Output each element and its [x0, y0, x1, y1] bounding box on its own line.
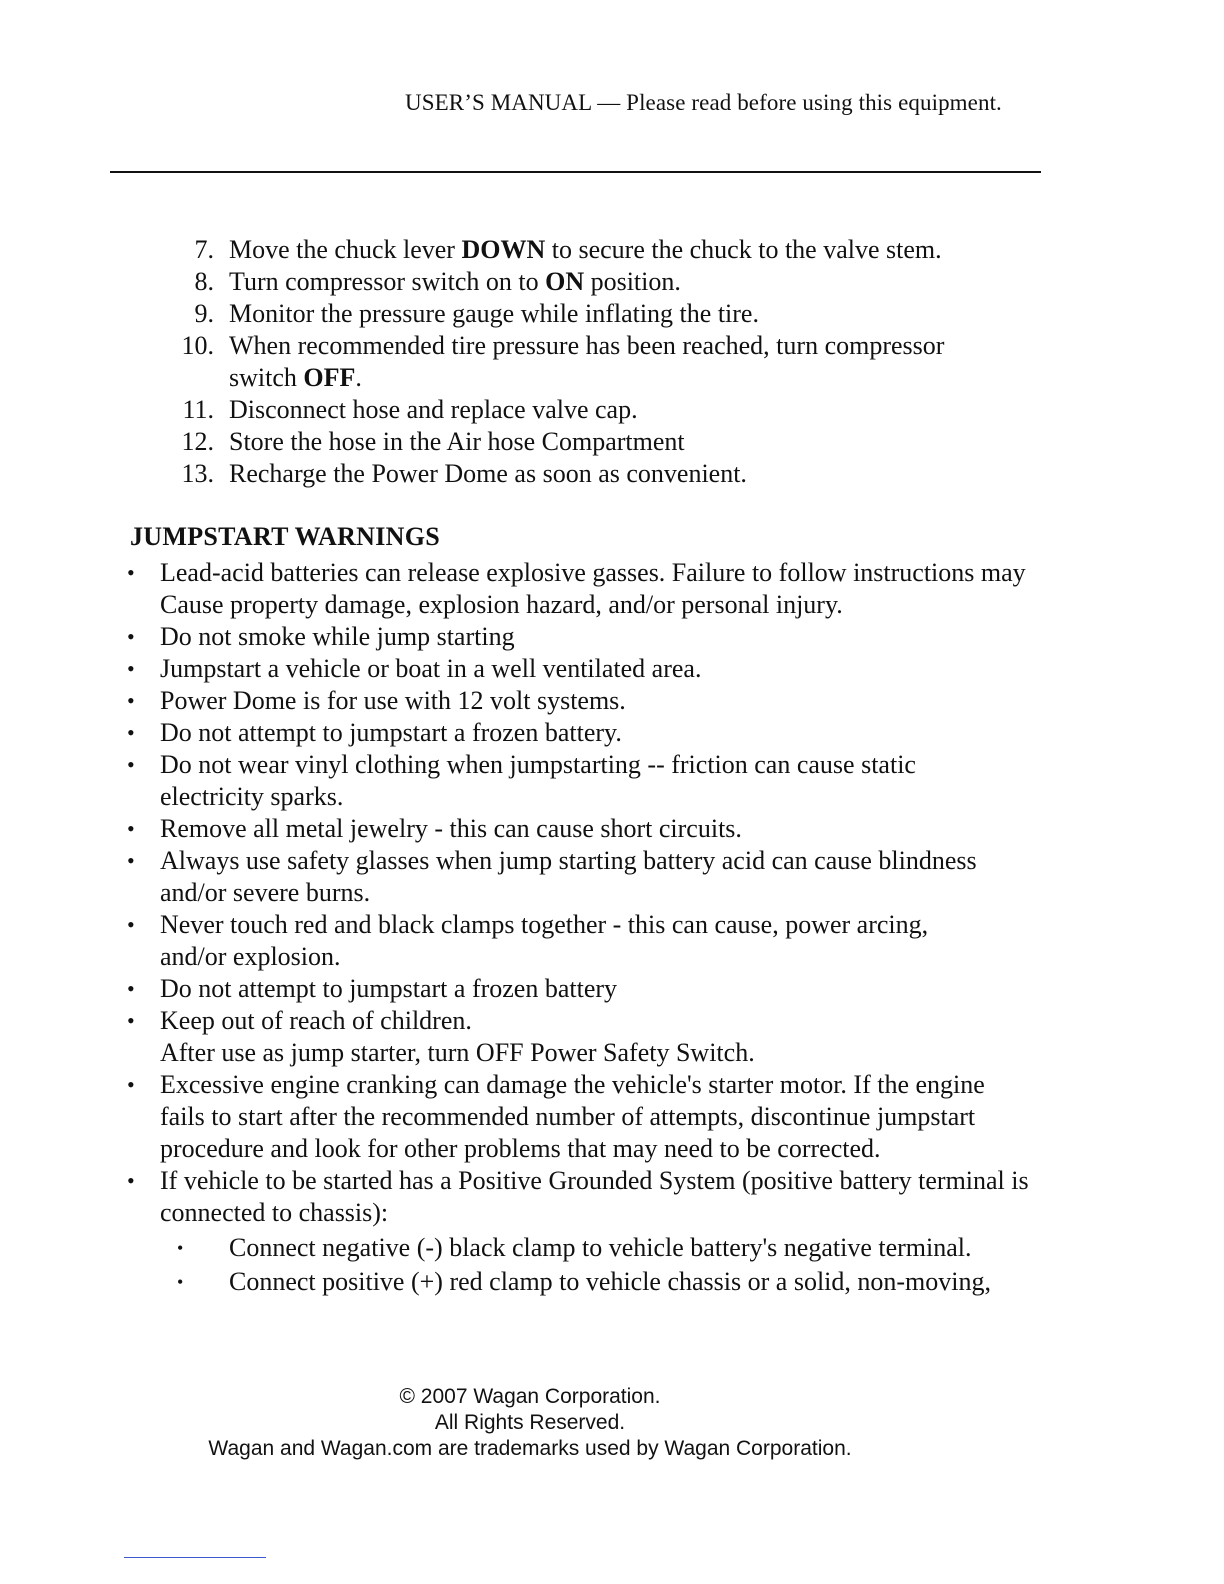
warning-item: [0, 621, 1224, 653]
warning-item: [0, 1165, 1224, 1229]
warning-text: If vehicle to be started has a Positive Grounded System (positive battery terminal is connected to chassis):: [160, 1166, 1029, 1227]
step-text: Recharge the Power Dome as soon as convenient.: [229, 459, 747, 488]
bullet-icon: •: [127, 912, 135, 937]
step-text: Store the hose in the Air hose Compartment: [229, 427, 685, 456]
step-text: Disconnect hose and replace valve cap.: [229, 395, 638, 424]
bullet-icon: •: [127, 688, 135, 713]
step-item: [0, 426, 1224, 458]
rights-line: All Rights Reserved.: [434, 1411, 626, 1434]
step-item: [0, 298, 1224, 330]
step-number: 9.: [194, 299, 214, 328]
trademark-line: Wagan and Wagan.com are trademarks used by Wagan Corporation.: [208, 1437, 852, 1460]
step-emphasis: OFF: [303, 363, 356, 392]
step-number: 12.: [181, 427, 214, 456]
step-number: 10.: [181, 331, 214, 360]
step-item: [0, 234, 1224, 266]
warning-item: [0, 653, 1224, 685]
warning-text: Do not attempt to jumpstart a frozen battery: [160, 974, 618, 1003]
step-number: 8.: [194, 267, 214, 296]
warning-text: Do not wear vinyl clothing when jumpstarting -- friction can cause static electricity sparks.: [160, 750, 916, 811]
warning-item: [0, 973, 1224, 1005]
positive-ground-sub-list: [0, 1231, 1224, 1299]
step-item: [0, 330, 1224, 394]
bullet-icon: •: [127, 720, 135, 745]
warning-item: [0, 813, 1224, 845]
copyright-footer: [0, 1384, 1060, 1462]
step-item: [0, 458, 1224, 490]
warning-item: [0, 909, 1224, 973]
step-number: 7.: [194, 235, 214, 264]
sub-item-text: Connect positive (+) red clamp to vehicle chassis or a solid, non-moving,: [229, 1267, 991, 1296]
header-divider: [110, 171, 1041, 173]
warning-item: [0, 685, 1224, 717]
step-emphasis: ON: [545, 267, 585, 296]
warning-text: Excessive engine cranking can damage the vehicle's starter motor. If the engine fails to start after the recommended number of attempts, discontinue jumpstart procedure and look for other problems that may need to be corrected.: [160, 1070, 985, 1163]
warning-item: [0, 845, 1224, 909]
bullet-icon: •: [127, 656, 135, 681]
bullet-icon: •: [127, 1072, 135, 1097]
step-number: 11.: [182, 395, 214, 424]
after-use-note: [0, 1037, 1224, 1069]
sub-item-text: Connect negative (-) black clamp to vehicle battery's negative terminal.: [229, 1233, 972, 1262]
warning-item: [0, 557, 1224, 621]
sub-bullet-icon: •: [177, 1272, 184, 1292]
stray-underline-mark: [124, 1557, 266, 1558]
jumpstart-warnings-list: [0, 557, 1224, 1299]
bullet-icon: •: [127, 1168, 135, 1193]
warning-item: [0, 1005, 1224, 1037]
sub-item: [0, 1231, 1224, 1265]
step-item: [0, 266, 1224, 298]
warning-text: Do not smoke while jump starting: [160, 622, 515, 651]
bullet-icon: •: [127, 752, 135, 777]
warning-text: Keep out of reach of children.: [160, 1006, 472, 1035]
bullet-icon: •: [127, 816, 135, 841]
bullet-icon: •: [127, 848, 135, 873]
jumpstart-warnings-heading: JUMPSTART WARNINGS: [130, 522, 441, 551]
warning-text: Power Dome is for use with 12 volt systems.: [160, 686, 626, 715]
warning-text: Lead-acid batteries can release explosive gasses. Failure to follow instructions may Cause property damage, explosion hazard, and/or personal injury.: [160, 558, 1026, 619]
warning-item: [0, 717, 1224, 749]
step-text: Turn compressor switch on to: [229, 267, 546, 296]
warning-text: Always use safety glasses when jump starting battery acid can cause blindness and/or severe burns.: [160, 846, 977, 907]
step-text: Move the chuck lever: [229, 235, 462, 264]
step-text: When recommended tire pressure has been reached, turn compressor switch: [229, 331, 945, 392]
bullet-icon: •: [127, 1008, 135, 1033]
warning-text: Do not attempt to jumpstart a frozen battery.: [160, 718, 622, 747]
warning-item: [0, 749, 1224, 813]
copyright-line: © 2007 Wagan Corporation.: [399, 1385, 661, 1408]
warning-text: Remove all metal jewelry - this can cause short circuits.: [160, 814, 742, 843]
warning-text: Never touch red and black clamps together - this can cause, power arcing, and/or explosion.: [160, 910, 929, 971]
sub-item: [0, 1265, 1224, 1299]
step-text: Monitor the pressure gauge while inflating the tire.: [229, 299, 759, 328]
step-number: 13.: [181, 459, 214, 488]
manual-header-title: USER’S MANUAL — Please read before using this equipment.: [405, 90, 1002, 115]
step-emphasis: DOWN: [461, 235, 546, 264]
sub-bullet-icon: •: [177, 1238, 184, 1258]
bullet-icon: •: [127, 560, 135, 585]
step-item: [0, 394, 1224, 426]
warning-text: Jumpstart a vehicle or boat in a well ventilated area.: [160, 654, 702, 683]
after-use-text: After use as jump starter, turn OFF Power Safety Switch.: [160, 1038, 755, 1067]
warning-item: [0, 1069, 1224, 1165]
bullet-icon: •: [127, 624, 135, 649]
step-text-end: .: [355, 363, 362, 392]
step-text-end: position.: [584, 267, 681, 296]
bullet-icon: •: [127, 976, 135, 1001]
step-text-end: to secure the chuck to the valve stem.: [545, 235, 942, 264]
inflation-steps-list: [0, 234, 1224, 490]
